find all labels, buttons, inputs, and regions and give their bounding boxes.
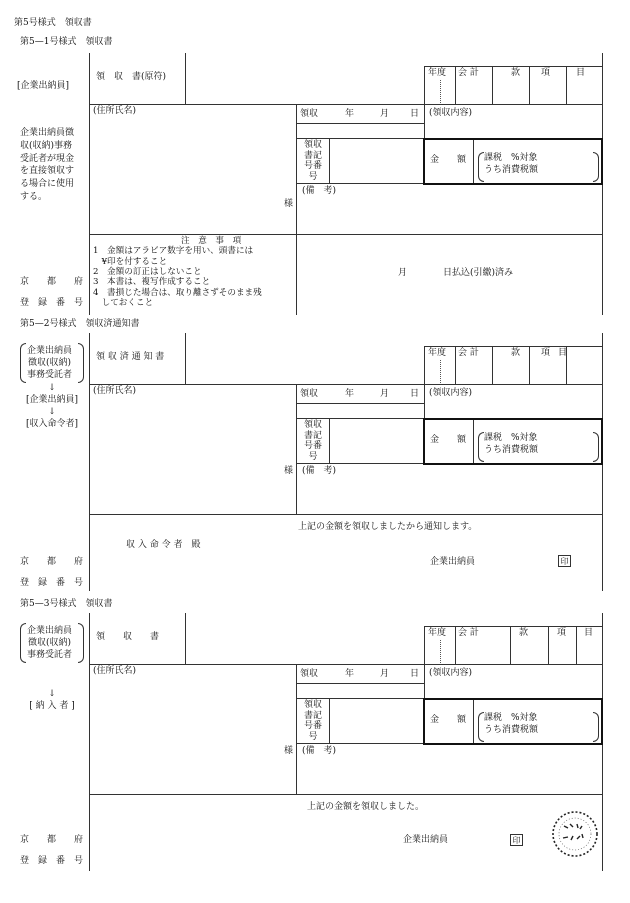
year-label: 年: [345, 109, 355, 119]
receipt-no-label: 領収 書記 号番 号: [304, 140, 323, 182]
payment-line: 月 日払込(引繳)済み: [398, 268, 514, 278]
form2-side-bottom1: 京 都 府: [20, 557, 84, 567]
account-label: 会 計: [458, 348, 479, 358]
month-label: 月: [380, 109, 390, 119]
fiscal-year-label: 年度: [428, 628, 447, 638]
form3-notice: 上記の金額を領収しました。: [307, 802, 425, 812]
amount-label: 金 額: [430, 715, 467, 725]
form2-doc-title: 領 収 済 通 知 書: [96, 352, 165, 362]
item-label: 項: [541, 348, 551, 358]
form2-side-paren: 企業出納員 徴収(収納) 事務受託者: [27, 346, 73, 381]
receipt-date-label: 領収: [300, 389, 319, 399]
content-label: (領収内容): [429, 388, 473, 398]
receipt-no-label: 領収 書記 号番 号: [304, 420, 323, 462]
form2-side-paren-right: [78, 343, 84, 383]
sama-label: 様: [284, 199, 294, 209]
subitem-label: 目: [584, 628, 594, 638]
account-label: 会 計: [458, 628, 479, 638]
page-title: 第5号様式 領収書: [14, 18, 92, 28]
form1-side-bottom2: 登 録 番 号: [20, 298, 84, 308]
month-label: 月: [380, 389, 390, 399]
year-label: 年: [345, 389, 355, 399]
form3-side-paren-right: [78, 623, 84, 663]
item-label: 項: [557, 628, 567, 638]
form1-doc-title: 領 収 書(原符): [96, 72, 167, 82]
name-label: (住所氏名): [93, 106, 137, 116]
form2-notice: 上記の金額を領収しましたから通知します。: [298, 522, 478, 532]
form2-cashier: 企業出納員: [430, 557, 476, 567]
content-label: (領収内容): [429, 668, 473, 678]
day-label: 日: [410, 109, 420, 119]
section-label: 款: [511, 348, 521, 358]
section-label: 款: [519, 628, 529, 638]
tax-labels: 課税 %対象 うち消費税額: [484, 153, 539, 176]
section-label: 款: [511, 68, 521, 78]
form3-side-flow: ↓ [ 納 入 者 ]: [29, 689, 75, 712]
fiscal-year-label: 年度: [428, 68, 447, 78]
name-label: (住所氏名): [93, 386, 137, 396]
seal-mark: 印: [558, 555, 571, 567]
form1-side-bottom1: 京 都 府: [20, 277, 84, 287]
form1-label: 第5—1号様式 領収書: [20, 37, 113, 47]
form3-label: 第5—3号様式 領収書: [20, 599, 113, 609]
remarks-label: (備 考): [302, 186, 337, 196]
day-label: 日: [410, 669, 420, 679]
tax-labels: 課税 %対象 うち消費税額: [484, 433, 539, 456]
sama-label: 様: [284, 466, 294, 476]
form1-notes: 注 意 事 項 1 金額はアラビア数字を用い、頭書には ¥印を付すること 2 金額の訂正はしないこと 3 本書は、複写作成すること 4 書損じた場合は、取り離さずそのまま残 しておくこと: [93, 236, 262, 308]
month-label: 月: [380, 669, 390, 679]
form1-side-top: [企業出納員]: [17, 81, 70, 91]
remarks-label: (備 考): [302, 746, 337, 756]
receipt-date-label: 領収: [300, 669, 319, 679]
day-label: 日: [410, 389, 420, 399]
account-label: 会 計: [458, 68, 479, 78]
form2-label: 第5—2号様式 領収済通知書: [20, 319, 140, 329]
content-label: (領収内容): [429, 108, 473, 118]
seal-mark: 印: [510, 834, 523, 846]
subitem-label: 目: [576, 68, 586, 78]
form3-side-paren: 企業出納員 徴収(収納) 事務受託者: [27, 626, 73, 661]
amount-label: 金 額: [430, 155, 467, 165]
form3-side-bottom1: 京 都 府: [20, 835, 84, 845]
year-label: 年: [345, 669, 355, 679]
form1-side-desc: 企業出納員徴 収(収納)事務 受託者が現金 を直接領収す る場合に使用 する。: [20, 128, 75, 202]
form2-side-flow: ↓ [企業出納員] ↓ [収入命令者]: [25, 383, 79, 430]
form2-side-bottom2: 登 録 番 号: [20, 578, 84, 588]
item-label: 項: [541, 68, 551, 78]
sama-label: 様: [284, 746, 294, 756]
fiscal-year-label: 年度: [428, 348, 447, 358]
form2-addressee: 収 入 命 令 者 殿: [126, 540, 201, 550]
official-seal-icon: [549, 808, 601, 860]
subitem-label: 目: [558, 348, 568, 358]
receipt-no-label: 領収 書記 号番 号: [304, 700, 323, 742]
amount-label: 金 額: [430, 435, 467, 445]
receipt-date-label: 領収: [300, 109, 319, 119]
form2-side-paren-left: [20, 343, 26, 383]
remarks-label: (備 考): [302, 466, 337, 476]
tax-labels: 課税 %対象 うち消費税額: [484, 713, 539, 736]
form3-side-bottom2: 登 録 番 号: [20, 856, 84, 866]
name-label: (住所氏名): [93, 666, 137, 676]
form3-doc-title: 領 収 書: [96, 632, 160, 642]
form3-side-paren-left: [20, 623, 26, 663]
form3-cashier: 企業出納員: [403, 835, 449, 845]
